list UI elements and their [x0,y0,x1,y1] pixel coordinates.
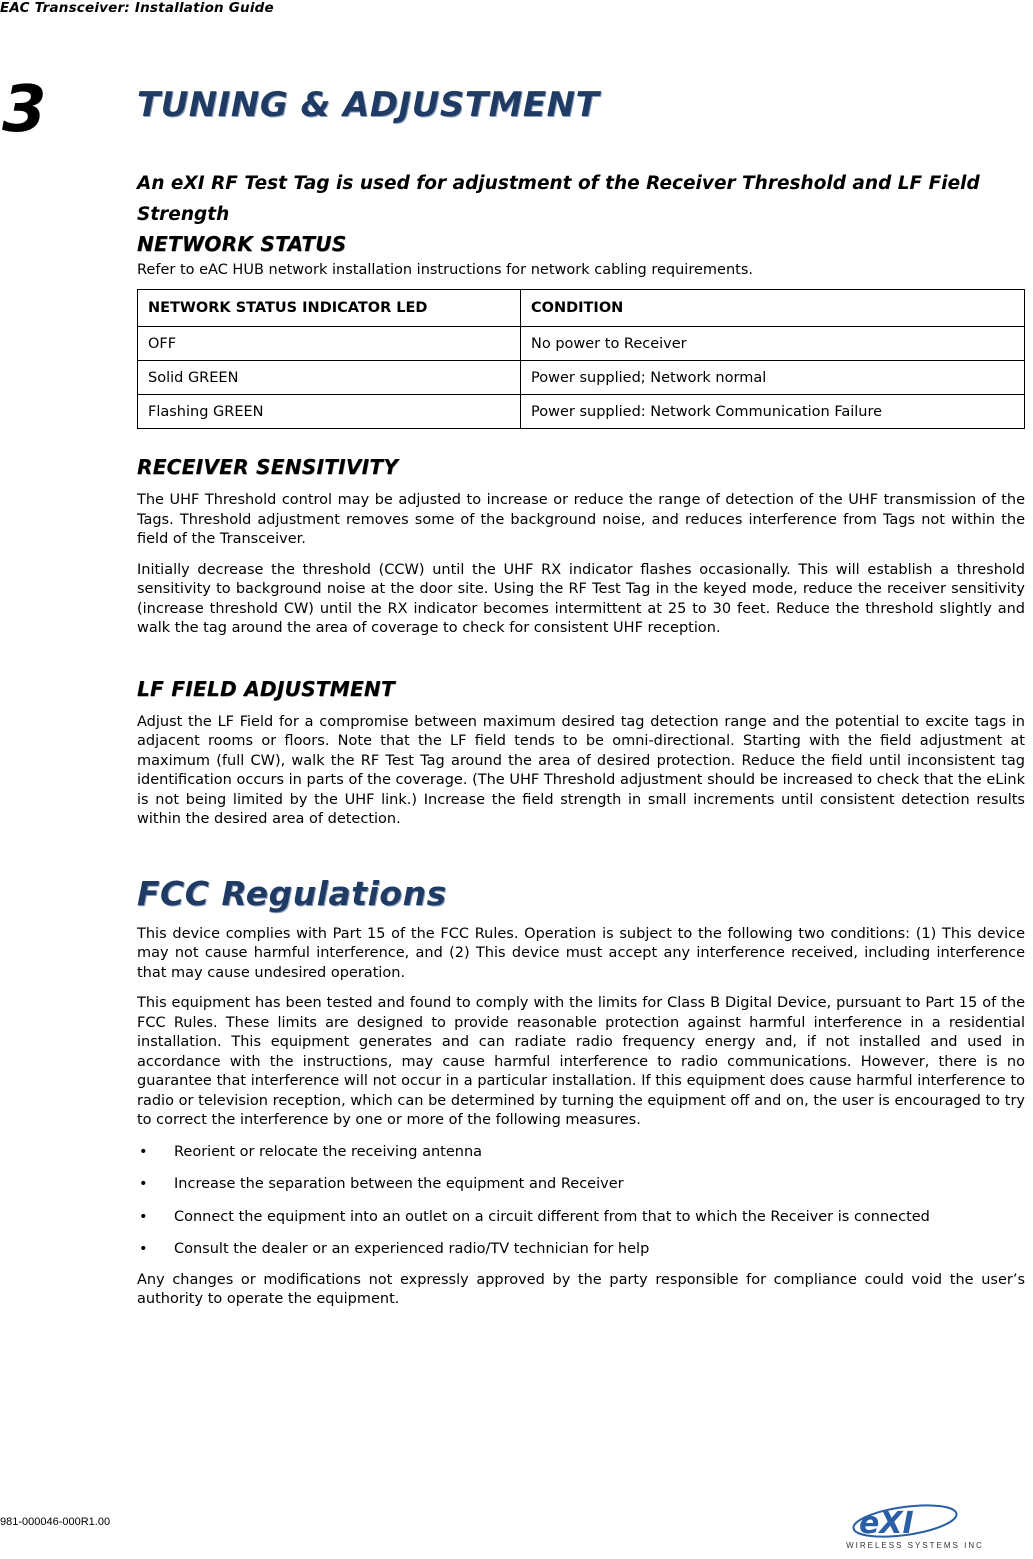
fcc-heading: FCC Regulations [137,873,447,913]
table-header-led: NETWORK STATUS INDICATOR LED [138,290,521,327]
measure-text: Consult the dealer or an experienced radio/TV technician for help [174,1241,650,1257]
table-cell-condition: No power to Receiver [521,327,1025,361]
receiver-sensitivity-paragraph: The UHF Threshold control may be adjusted to increase or reduce the range of detection of the UHF transmission of the Tags. Threshold adjustment removes some of the background noise, and reduces interference from Tags not within the field of the Transceiver. [137,492,1025,547]
measure-text: Connect the equipment into an outlet on a circuit different from that to which the Receiver is connected [174,1208,930,1225]
table-row [138,395,1025,429]
bullet-icon: • [139,1241,148,1257]
bullet-icon: • [139,1208,148,1225]
running-header: EAC Transceiver: Installation Guide [0,0,274,16]
table-cell-led: Flashing GREEN [138,395,521,429]
table-row [138,327,1025,361]
logo-e: eXI [859,1506,914,1541]
measure-text: Increase the separation between the equipment and Receiver [174,1176,624,1192]
network-status-intro: Refer to eAC HUB network installation instructions for network cabling requirements. [137,262,753,278]
bullet-icon: • [139,1143,148,1160]
exi-logo [845,1495,985,1559]
document-code: 981-000046-000R1.00 [0,1516,111,1528]
network-status-heading: NETWORK STATUS [137,232,347,256]
table-row [138,361,1025,395]
bullet-icon: • [139,1176,148,1192]
network-status-table [137,289,1025,429]
receiver-sensitivity-paragraph: Initially decrease the threshold (CCW) until the UHF RX indicator flashes occasionally. This will establish a threshold sensitivity to background noise at the door site. Using the RF Test Tag in the keyed mode, reduce the receiver sensitivity (increase threshold CW) until the RX indicator becomes intermittent at 25 to 30 feet. Reduce the threshold slightly and walk the tag around the area of coverage to check for consistent UHF reception. [137,561,1025,636]
fcc-closing-paragraph: Any changes or modifications not expressly approved by the party responsible for compliance could void the user’s authority to operate the equipment. [137,1271,1025,1307]
table-header-condition: CONDITION [521,290,1025,327]
measure-text: Reorient or relocate the receiving antenna [174,1143,483,1160]
lf-field-heading: LF FIELD ADJUSTMENT [137,676,395,701]
table-cell-condition: Power supplied; Network normal [521,361,1025,395]
table-cell-condition: Power supplied: Network Communication Failure [521,395,1025,429]
receiver-sensitivity-heading: RECEIVER SENSITIVITY [137,455,399,479]
chapter-title: TUNING & ADJUSTMENT [137,85,600,125]
lf-field-paragraph: Adjust the LF Field for a compromise between maximum desired tag detection range and the potential to excite tags in adjacent rooms or floors. Note that the LF field tends to be omni-directional. Starting with the field adjustment at maximum (full CW), walk the RF Test Tag around the area of desired protection. Reduce the field until inconsistent tag identification occurs in parts of the coverage. (The UHF Threshold adjustment should be increased to check that the eLink is not being limited by the UHF link.) Increase the field strength in small increments until consistent detection results within the desired area of detection. [137,713,1025,827]
logo-tagline: WIRELESS SYSTEMS INC [846,1541,984,1550]
fcc-measures-list [137,1143,1025,1260]
table-cell-led: Solid GREEN [138,361,521,395]
exi-logo-graphic [845,1495,985,1543]
chapter-subtitle: An eXI RF Test Tag is used for adjustment of the Receiver Threshold and LF Field Strength [137,173,980,225]
fcc-paragraph: This device complies with Part 15 of the FCC Rules. Operation is subject to the following two conditions: (1) This device may not cause harmful interference, and (2) This device must accept any interference received, including interference that may cause undesired operation. [137,925,1025,981]
main-content [137,168,1025,1310]
table-header-row [138,290,1025,327]
list-item [137,1175,1025,1195]
list-item [137,1208,1025,1228]
table-cell-led: OFF [138,327,521,361]
list-item [137,1143,1025,1163]
list-item [137,1240,1025,1260]
chapter-number: 3 [2,73,47,147]
fcc-paragraph: This equipment has been tested and found to comply with the limits for Class B Digital Device, pursuant to Part 15 of the FCC Rules. These limits are designed to provide reasonable protection against harmful interference in a residential installation. This equipment generates and can radiate radio frequency energy and, if not installed and used in accordance with the instructions, may cause harmful interference to radio communications. However, there is no guarantee that interference will not occur in a particular installation. If this equipment does cause harmful interference to radio or television reception, which can be determined by turning the equipment off and on, the user is encouraged to try to correct the interference by one or more of the following measures. [137,995,1025,1128]
